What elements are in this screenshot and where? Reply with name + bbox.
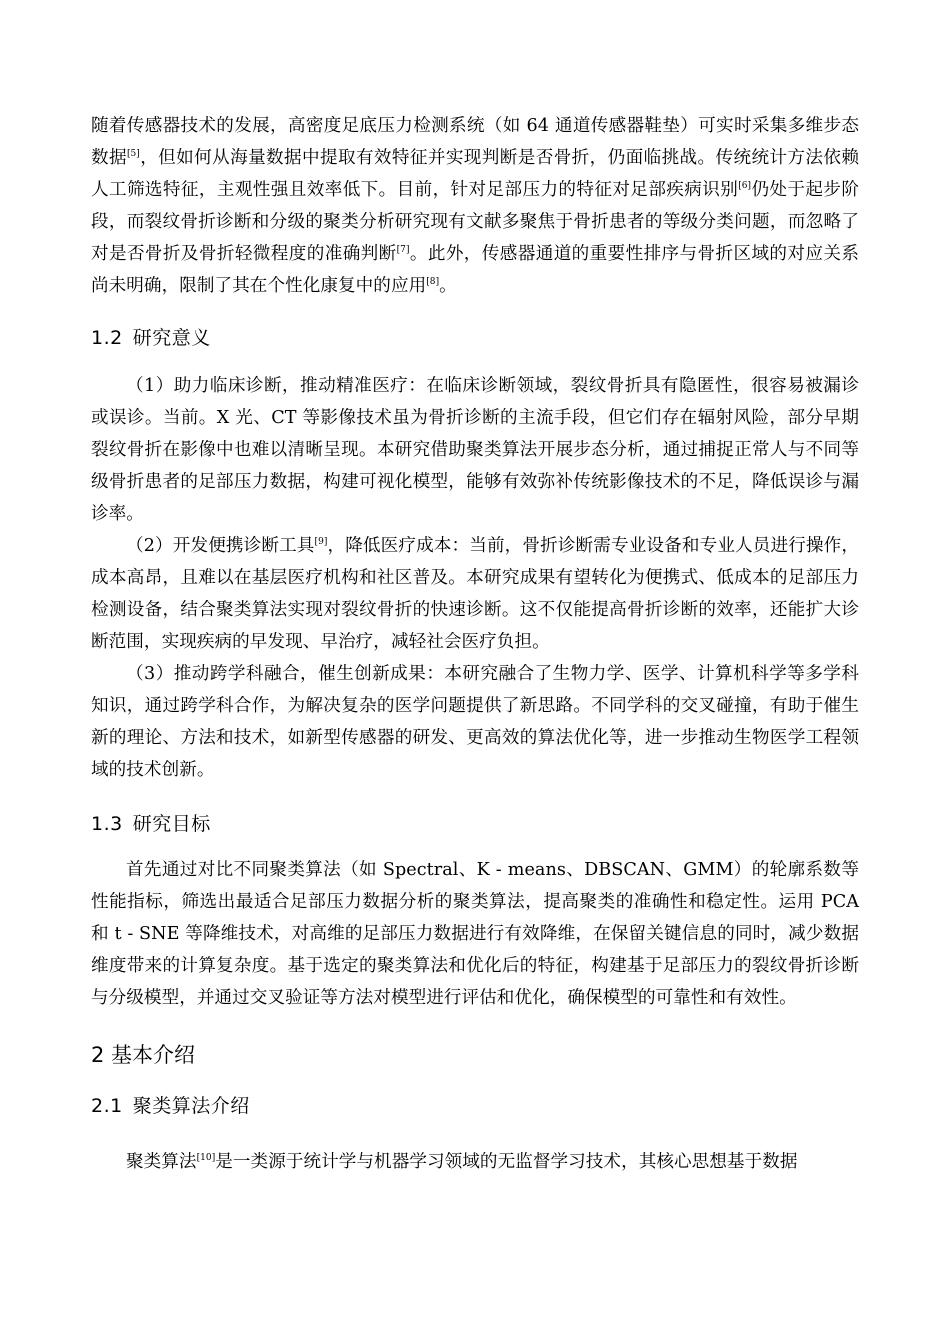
citation-ref: [9] (314, 537, 328, 547)
section-heading-1-2 (91, 324, 859, 352)
section-heading-2-1 (91, 1092, 859, 1120)
document-page (91, 110, 859, 1178)
clustering-intro-paragraph (91, 1146, 859, 1178)
chapter-heading-2: 2 基本介绍 (91, 1043, 196, 1067)
intro-paragraph (91, 110, 859, 302)
significance-item-2 (91, 530, 859, 658)
section-title: 聚类算法介绍 (132, 1095, 250, 1117)
section-number: 2.1 (91, 1095, 123, 1117)
citation-ref: [8] (426, 277, 440, 287)
text-run: 仍处于起步阶段，而裂纹骨折诊断和分级的聚类分析研究现有文献多聚焦于骨折患者的等级分类问题，而忽略了对是否骨折及骨折轻微程度的准确判断 (91, 180, 859, 264)
text-run: 。此外，传感器通道的重要性排序与骨折区域的对应关系尚未明确，限制了其在个性化康复中的应用 (91, 244, 859, 296)
citation-ref: [6] (738, 181, 752, 191)
text-run: 随着传感器技术的发展，高密度足底压力检测系统（如 64 通道传感器鞋垫）可实时采集多维步态数据 (91, 116, 859, 168)
text-run: 是一类源于统计学与机器学习领域的无监督学习技术，其核心思想基于数据 (215, 1152, 798, 1172)
section-heading-1-3 (91, 810, 859, 838)
text-run: 。 (439, 276, 457, 296)
section-number: 1.3 (91, 813, 123, 835)
text-run: ，降低医疗成本：当前，骨折诊断需专业设备和专业人员进行操作，成本高昂，且难以在基层医疗机构和社区普及。本研究成果有望转化为便携式、低成本的足部压力检测设备，结合聚类算法实现对裂纹骨折的快速诊断。这不仅能提高骨折诊断的效率，还能扩大诊断范围，实现疾病的早发现、早治疗，减轻社会医疗负担。 (91, 536, 859, 652)
citation-ref: [5] (126, 149, 140, 159)
section-title: 研究目标 (132, 813, 211, 835)
section-title: 研究意义 (132, 327, 211, 349)
citation-ref: [7] (396, 245, 410, 255)
text-run: 聚类算法 (126, 1152, 197, 1172)
citation-ref: [10] (196, 1153, 216, 1163)
text-run: ，但如何从海量数据中提取有效特征并实现判断是否骨折，仍面临挑战。传统统计方法依赖人工筛选特征，主观性强且效率低下。目前，针对足部压力的特征对足部疾病识别 (91, 148, 859, 200)
significance-item-3: （3）推动跨学科融合，催生创新成果：本研究融合了生物力学、医学、计算机科学等多学科知识，通过跨学科合作，为解决复杂的医学问题提供了新思路。不同学科的交叉碰撞，有助于催生新的理论、方法和技术，如新型传感器的研发、更高效的算法优化等，进一步推动生物医学工程领域的技术创新。 (91, 664, 859, 780)
text-run: （2）开发便携诊断工具 (126, 536, 315, 556)
objectives-paragraph: 首先通过对比不同聚类算法（如 Spectral、K - means、DBSCAN、GMM）的轮廓系数等性能指标，筛选出最适合足部压力数据分析的聚类算法，提高聚类的准确性和稳定性。运用 PCA 和 t - SNE 等降维技术，对高维的足部压力数据进行有效降维，在保留关键信息的同时，减少数据维度带来的计算复杂度。基于选定的聚类算法和优化后的特征，构建基于足部压力的裂纹骨折诊断与分级模型，并通过交叉验证等方法对模型进行评估和优化，确保模型的可靠性和有效性。 (91, 860, 859, 1008)
section-number: 1.2 (91, 327, 123, 349)
significance-item-1: （1）助力临床诊断，推动精准医疗：在临床诊断领域，裂纹骨折具有隐匿性，很容易被漏诊或误诊。当前。X 光、CT 等影像技术虽为骨折诊断的主流手段，但它们存在辐射风险，部分早期裂纹骨折在影像中也难以清晰呈现。本研究借助聚类算法开展步态分析，通过捕捉正常人与不同等级骨折患者的足部压力数据，构建可视化模型，能够有效弥补传统影像技术的不足，降低误诊与漏诊率。 (91, 376, 859, 524)
